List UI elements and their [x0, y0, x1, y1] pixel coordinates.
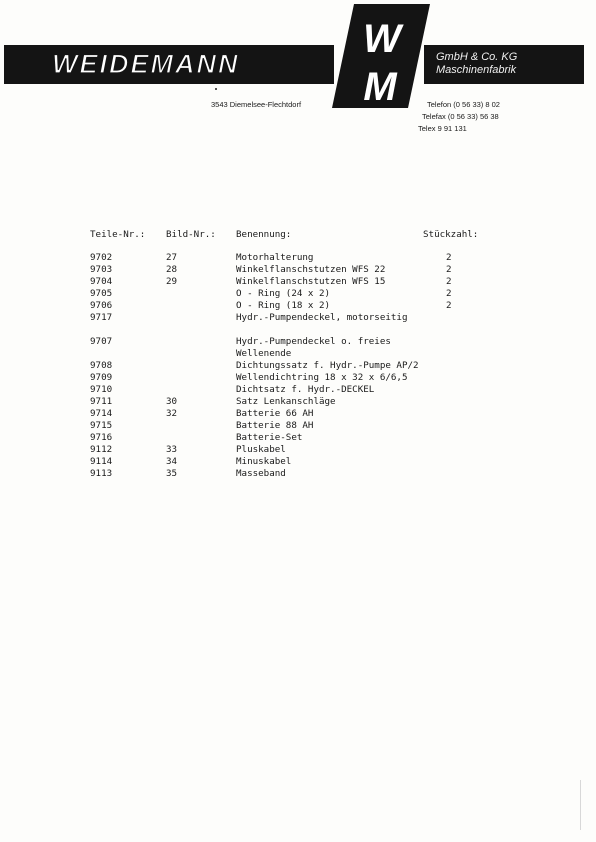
figure-number: 35 [166, 468, 178, 479]
brand-name: WEIDEMANN [52, 49, 240, 79]
part-number: 9714 [90, 408, 113, 419]
quantity: 2 [446, 264, 452, 275]
part-number: 9707 [90, 336, 113, 347]
header-bild-nr: Bild-Nr.: [166, 229, 216, 240]
part-number: 9715 [90, 420, 113, 431]
telex-number: Telex 9 91 131 [418, 124, 467, 133]
part-number: 9703 [90, 264, 113, 275]
quantity: 2 [446, 276, 452, 287]
part-number: 9717 [90, 312, 113, 323]
phone-number: Telefon (0 56 33) 8 02 [427, 100, 500, 109]
quantity: 2 [446, 252, 452, 263]
figure-number: 28 [166, 264, 178, 275]
part-description: Winkelflanschstutzen WFS 22 [236, 264, 386, 275]
part-number: 9709 [90, 372, 113, 383]
figure-number: 32 [166, 408, 178, 419]
logo-letter-m: M [363, 65, 397, 108]
part-number: 9706 [90, 300, 113, 311]
company-line1: GmbH & Co. KG [436, 51, 518, 63]
part-number: 9708 [90, 360, 113, 371]
wm-logo [330, 4, 430, 108]
quantity: 2 [446, 300, 452, 311]
part-description: Minuskabel [236, 456, 292, 467]
part-number: 9112 [90, 444, 113, 455]
part-number: 9716 [90, 432, 113, 443]
figure-number: 34 [166, 456, 178, 467]
part-description: Pluskabel [236, 444, 286, 455]
part-number: 9702 [90, 252, 113, 263]
header-benennung: Benennung: [236, 229, 292, 240]
figure-number: 30 [166, 396, 178, 407]
figure-number: 33 [166, 444, 178, 455]
part-description: Hydr.-Pumpendeckel, motorseitig [236, 312, 408, 323]
company-line2: Maschinenfabrik [436, 64, 517, 76]
logo-letter-w: W [363, 17, 401, 61]
part-description: Dichtsatz f. Hydr.-DECKEL [236, 384, 375, 395]
part-description: O - Ring (18 x 2) [236, 300, 331, 311]
part-description: Masseband [236, 468, 286, 479]
company-name [436, 51, 576, 77]
part-number: 9114 [90, 456, 113, 467]
decorative-dot [215, 88, 217, 90]
part-description: Hydr.-Pumpendeckel o. freies [236, 336, 391, 347]
part-description: O - Ring (24 x 2) [236, 288, 331, 299]
part-description: Dichtungssatz f. Hydr.-Pumpe AP/2 [236, 360, 419, 371]
part-description: Batterie 66 AH [236, 408, 314, 419]
part-number: 9705 [90, 288, 113, 299]
part-description: Batterie-Set [236, 432, 303, 443]
part-number: 9704 [90, 276, 113, 287]
part-description: Batterie 88 AH [236, 420, 314, 431]
part-description: Satz Lenkanschläge [236, 396, 336, 407]
figure-number: 27 [166, 252, 178, 263]
scan-artifact [580, 780, 581, 830]
company-address: 3543 Diemelsee-Flechtdorf [211, 100, 302, 109]
quantity: 2 [446, 288, 452, 299]
part-number: 9113 [90, 468, 113, 479]
part-description: Wellendichtring 18 x 32 x 6/6,5 [236, 372, 408, 383]
part-description: Winkelflanschstutzen WFS 15 [236, 276, 386, 287]
part-description: Wellenende [236, 348, 292, 359]
part-number: 9710 [90, 384, 113, 395]
header-teile-nr: Teile-Nr.: [90, 229, 146, 240]
fax-number: Telefax (0 56 33) 56 38 [422, 112, 499, 121]
part-description: Motorhalterung [236, 252, 314, 263]
header-stueckzahl: Stückzahl: [423, 229, 479, 240]
figure-number: 29 [166, 276, 178, 287]
part-number: 9711 [90, 396, 113, 407]
